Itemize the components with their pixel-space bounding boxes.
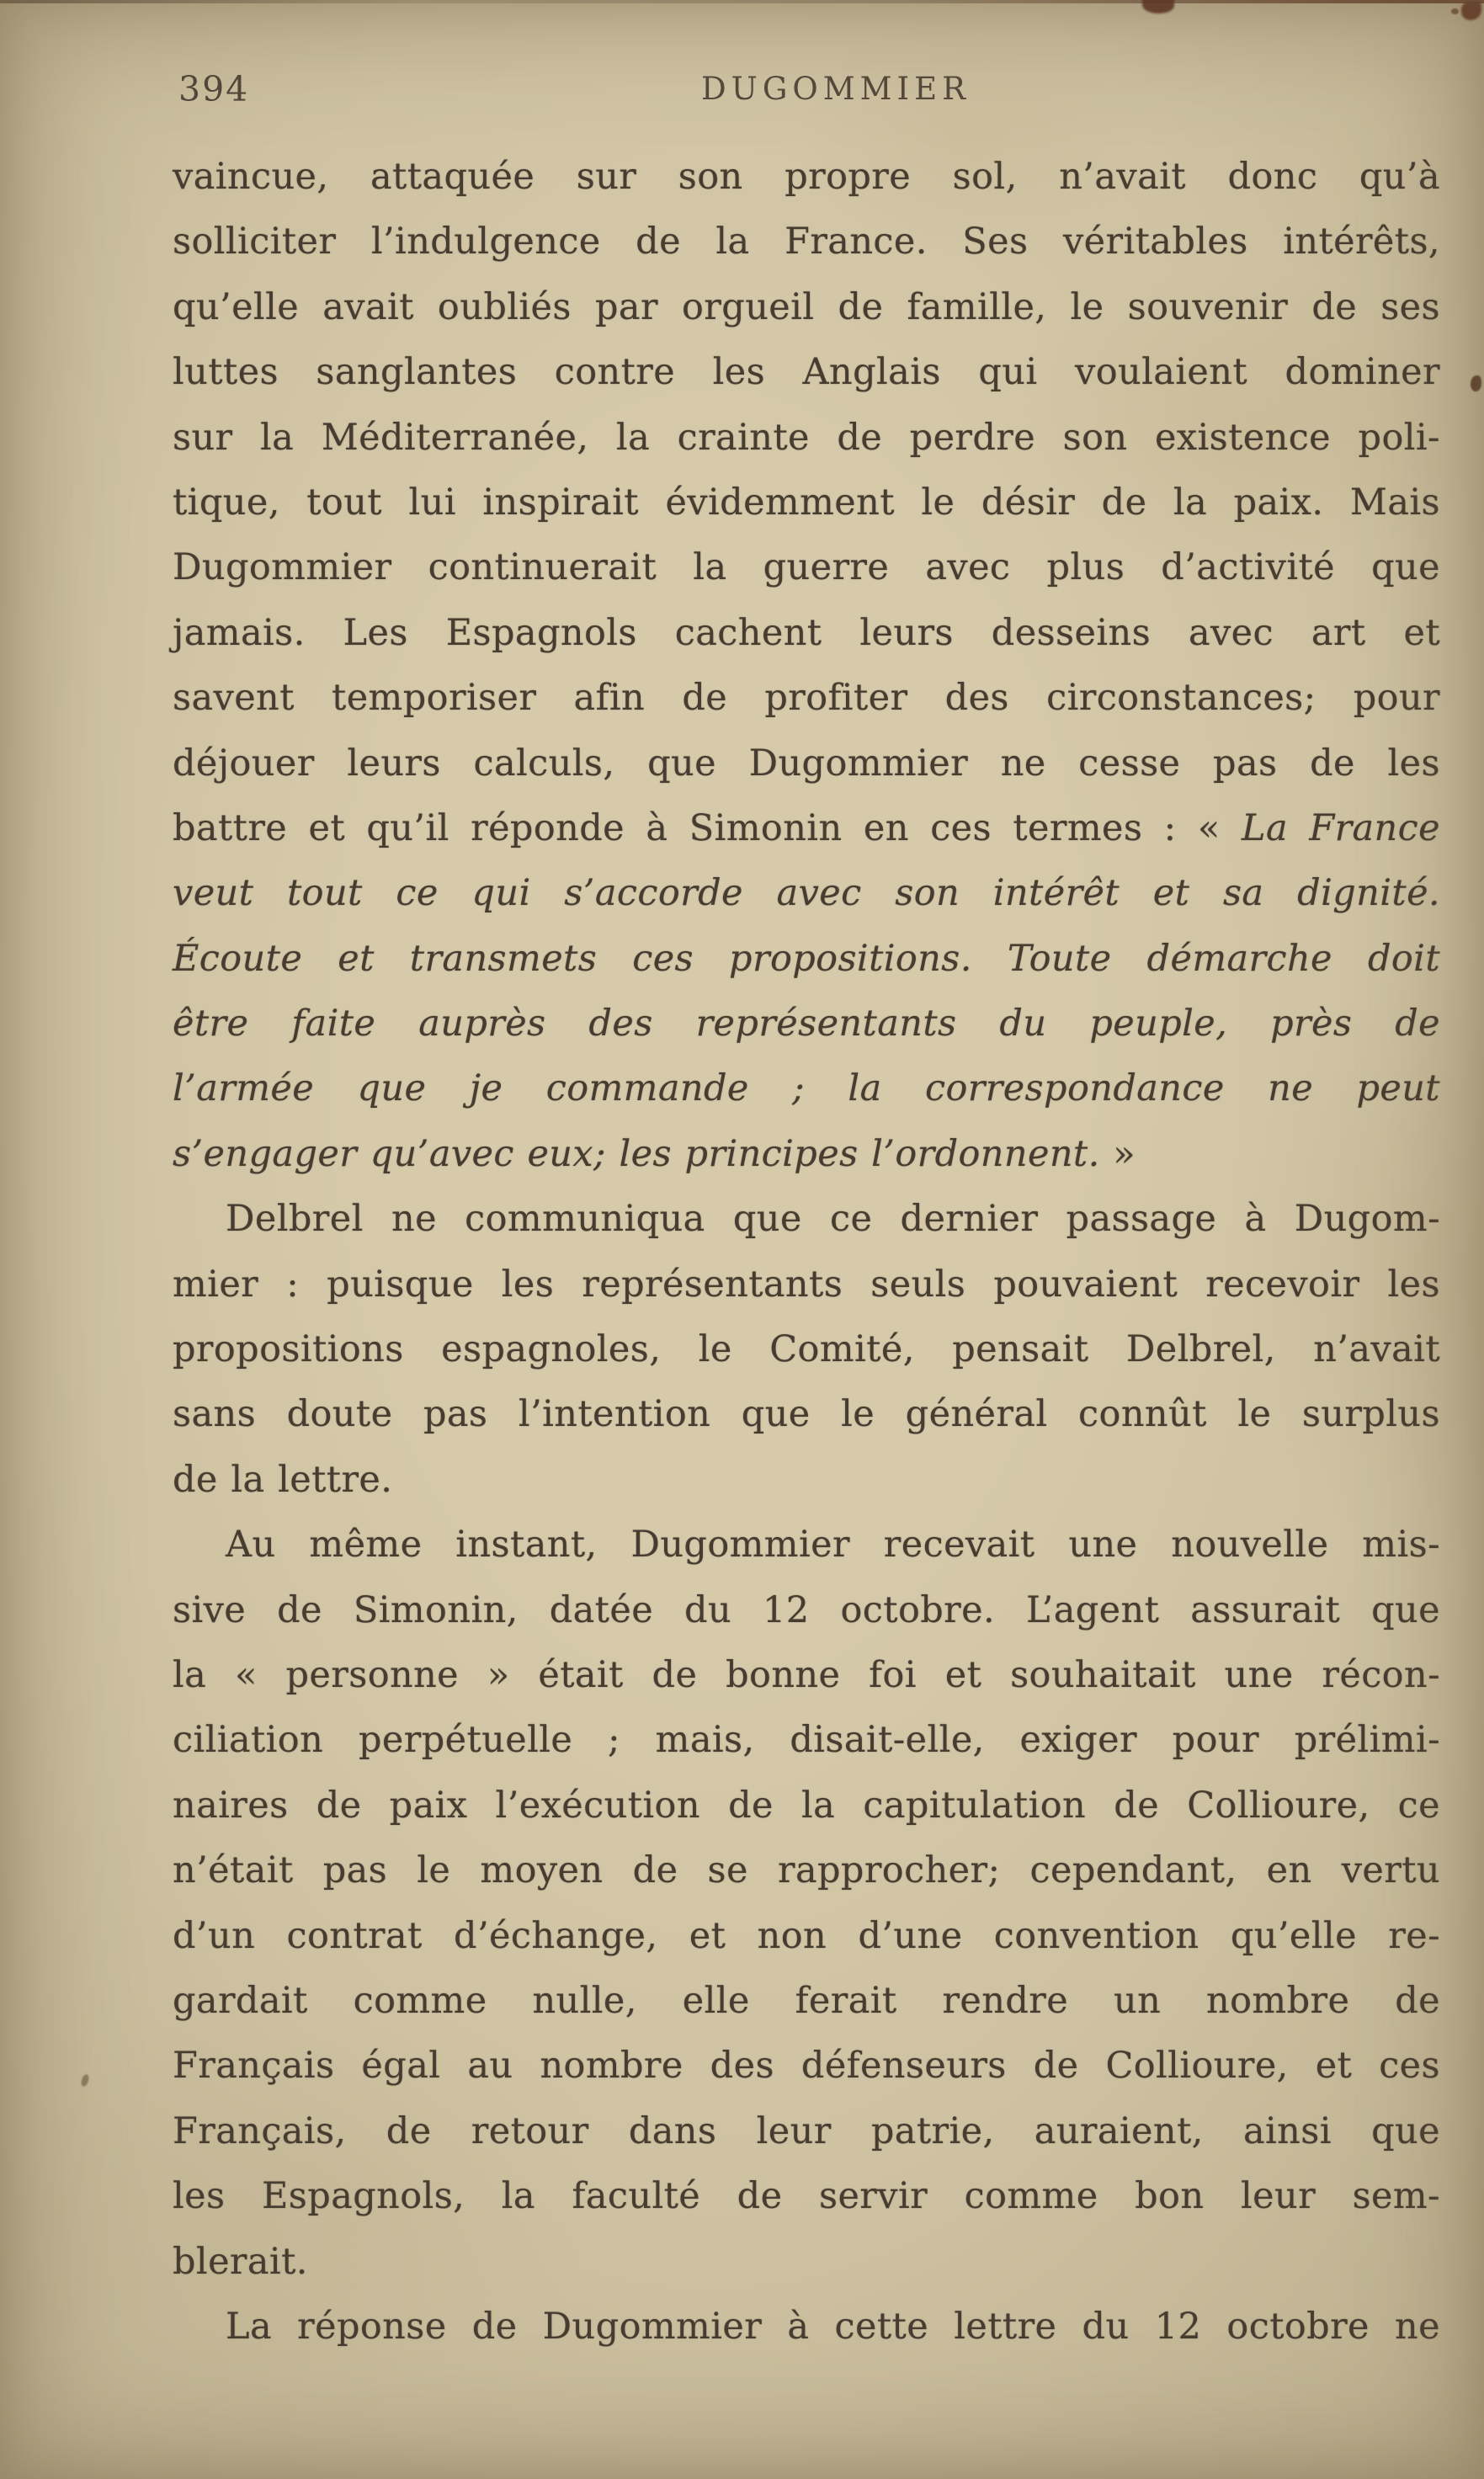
italic-text-segment: veut tout ce qui s’accorde avec son intérêt et sa dignité. [173,872,1440,915]
text-line [173,666,1440,731]
text-segment: n’était pas le moyen de se rapprocher; cependant, en vertu [173,1849,1440,1892]
text-segment: sur la Méditerranée, la crainte de perdre son existence poli- [173,416,1440,459]
text-segment: gardait comme nulle, elle ferait rendre un nombre de [173,1979,1440,2022]
text-line [173,1317,1440,1382]
text-line [173,1838,1440,1903]
text-segment: Au même instant, Dugommier recevait une nouvelle mis- [226,1524,1440,1567]
text-line [173,1708,1440,1773]
text-line [173,471,1440,535]
text-segment: Dugommier continuerait la guerre avec plus d’activité que [173,546,1440,589]
text-segment: Français, de retour dans leur patrie, auraient, ainsi que [173,2109,1440,2152]
ink-speck [1451,8,1459,14]
text-line [173,1904,1440,1969]
text-line [173,1969,1440,2034]
text-line [173,145,1440,210]
text-segment: battre et qu’il réponde à Simonin en ces termes : « [173,806,1242,849]
text-segment: naires de paix l’exécution de la capitulation de Collioure, ce [173,1784,1440,1827]
text-line [173,1253,1440,1317]
text-segment: luttes sanglantes contre les Anglais qui voulaient dominer [173,351,1440,394]
page-number: 394 [178,69,250,109]
text-line [173,861,1440,926]
text-segment: d’un contrat d’échange, et non d’une convention qu’elle re- [173,1914,1440,1957]
text-line [173,1382,1440,1447]
ink-blot [1142,0,1174,13]
text-line [173,2295,1440,2359]
text-segment: La réponse de Dugommier à cette lettre du 12 octobre ne [226,2305,1440,2348]
text-segment: Français égal au nombre des défenseurs de Collioure, et ces [173,2045,1440,2088]
text-segment: qu’elle avait oubliés par orgueil de famille, le souvenir de ses [173,285,1440,328]
text-line [173,275,1440,340]
text-segment: savent temporiser afin de profiter des circonstances; pour [173,677,1440,720]
text-segment: solliciter l’indulgence de la France. Ses véritables intérêts, [173,221,1440,263]
text-line [173,2164,1440,2229]
text-segment: les Espagnols, la faculté de servir comme bon leur sem- [173,2175,1440,2218]
ink-speck [1471,375,1481,391]
text-line [173,2034,1440,2099]
italic-text-segment: La France [1241,806,1440,849]
text-line [173,1774,1440,1838]
text-segment: la « personne » était de bonne foi et souhaitait une récon- [173,1653,1440,1696]
text-line [173,210,1440,274]
text-segment: jamais. Les Espagnols cachent leurs desseins avec art et [173,611,1440,654]
text-line [173,796,1440,861]
text-segment: propositions espagnoles, le Comité, pensait Delbrel, n’avait [173,1328,1440,1371]
text-segment: tique, tout lui inspirait évidemment le désir de la paix. Mais [173,481,1440,524]
text-segment: déjouer leurs calculs, que Dugommier ne cesse pas de les [173,742,1440,785]
text-line [173,601,1440,666]
italic-text-segment: Écoute et transmets ces propositions. Toute démarche doit [173,937,1440,980]
text-segment: mier : puisque les représentants seuls pouvaient recevoir les [173,1263,1440,1306]
text-line [173,2099,1440,2164]
text-line [173,1578,1440,1643]
scan-edge-shadow [0,0,1484,3]
ink-speck [80,2073,90,2088]
italic-text-segment: s’engager qu’avec eux; les principes l’ordonnent. [173,1132,1114,1175]
italic-text-segment: être faite auprès des représentants du peuple, près de [173,1003,1440,1045]
text-line [173,731,1440,796]
body-text [173,145,1440,2359]
text-segment: de la lettre. [173,1458,393,1501]
text-line [173,1122,1440,1187]
text-segment: Delbrel ne communiqua que ce dernier passage à Dugom- [226,1198,1440,1241]
text-line [173,2230,1440,2295]
text-line [173,1187,1440,1252]
ink-blot-corner [1461,2,1481,20]
running-title: DUGOMMIER [701,71,971,107]
text-segment: ciliation perpétuelle ; mais, disait-elle, exiger pour prélimi- [173,1719,1440,1762]
text-line [173,1056,1440,1121]
text-segment: » [1113,1132,1136,1175]
text-segment: sans doute pas l’intention que le général connût le surplus [173,1393,1440,1436]
text-segment: sive de Simonin, datée du 12 octobre. L’agent assurait que [173,1588,1440,1631]
italic-text-segment: l’armée que je commande ; la correspondance ne peut [173,1067,1440,1110]
text-line [173,340,1440,405]
text-line [173,535,1440,600]
text-segment: blerait. [173,2240,308,2283]
text-line [173,992,1440,1056]
text-line [173,1513,1440,1577]
text-line [173,1643,1440,1708]
text-line [173,927,1440,992]
text-line [173,1448,1440,1513]
text-line [173,406,1440,471]
text-segment: vaincue, attaquée sur son propre sol, n’avait donc qu’à [173,156,1440,198]
